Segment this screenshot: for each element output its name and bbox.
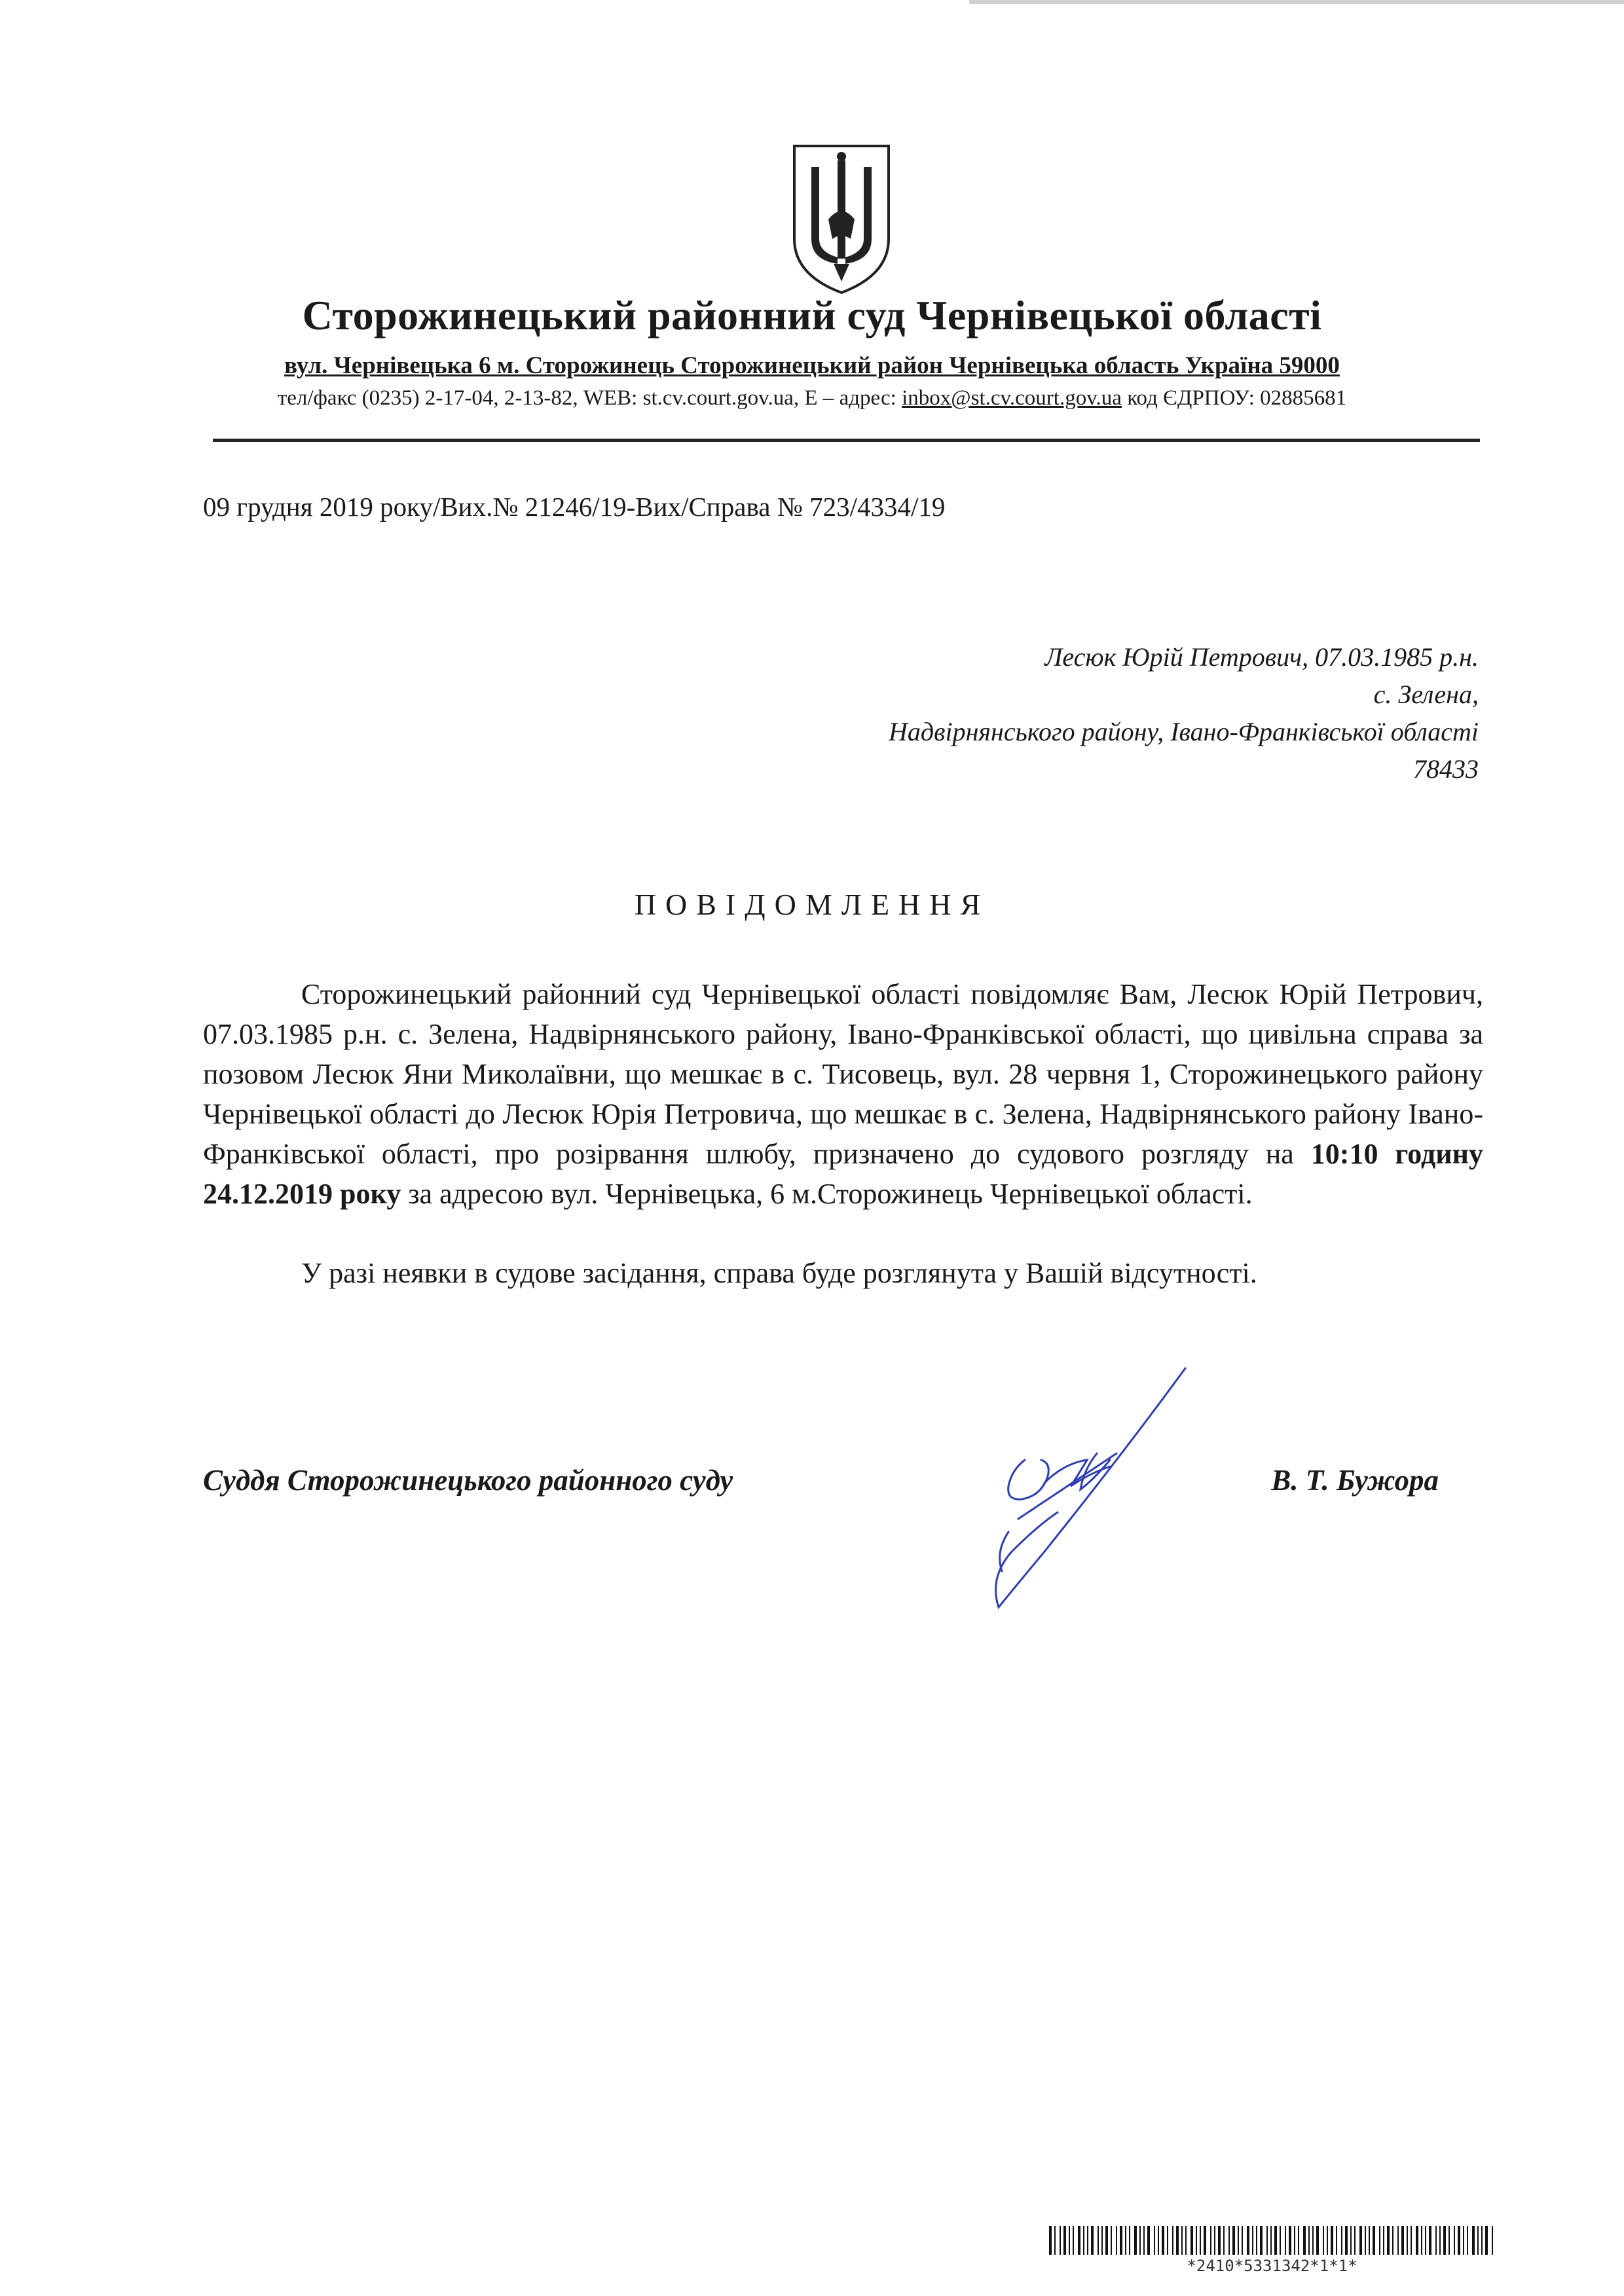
- court-address: вул. Чернівецька 6 м. Сторожинець Сторожинецький район Чернівецька область Україна 59000: [284, 352, 1340, 379]
- email-link[interactable]: inbox@st.cv.court.gov.ua: [902, 386, 1122, 410]
- recipient-region: Надвірнянського району, Івано-Франківської області: [888, 717, 1479, 746]
- document-heading: ПОВІДОМЛЕННЯ: [634, 888, 990, 921]
- scan-edge: [969, 0, 1624, 4]
- outgoing-reference: 09 грудня 2019 року/Вих.№ 21246/19-Вих/Справа № 723/4334/19: [203, 492, 946, 522]
- notice-text-1: Сторожинецький районний суд Чернівецької області повідомляє Вам, Лесюк Юрій Петрович, 07.03.1985 р.н. с. Зелена, Надвірнянського району, Івано-Франківської області, що цивільна справа за позовом Лесюк Яни Миколаївни, що мешкає в с. Тисовець, вул. 28 червня 1, Сторожинецького району Чернівецької області до Лесюк Юрія Петровича, що мешкає в с. Зелена, Надвірнянського району Івано-Франківської області, про розірвання шлюбу, призначено до судового розгляду на: [203, 978, 1483, 1170]
- coat-of-arms-icon: [789, 141, 894, 298]
- court-title: Сторожинецький районний суд Чернівецької області: [302, 292, 1322, 338]
- recipient-name: Лесюк Юрій Петрович, 07.03.1985 р.н.: [1044, 642, 1479, 672]
- contacts-suffix: код ЄДРПОУ: 02885681: [1121, 386, 1347, 410]
- notice-text-2: за адресою вул. Чернівецька, 6 м.Сторожинець Чернівецької області.: [401, 1178, 1253, 1210]
- notice-paragraph: [203, 974, 1483, 1214]
- hearing-datetime: 10:10 годину 24.12.2019 року: [203, 1138, 1483, 1210]
- absence-paragraph: У разі неявки в судове засідання, справа буде розглянута у Вашій відсутності.: [301, 1257, 1257, 1289]
- recipient-block: [889, 638, 1479, 788]
- court-contacts: [0, 386, 1624, 410]
- recipient-village: с. Зелена,: [1373, 680, 1479, 709]
- judge-title: Суддя Сторожинецького районного суду: [203, 1464, 733, 1497]
- judge-name: В. Т. Бужора: [1271, 1464, 1439, 1497]
- recipient-postcode: 78433: [1413, 754, 1479, 784]
- barcode: [1048, 2226, 1496, 2255]
- handwritten-signature: [959, 1355, 1208, 1617]
- contacts-prefix: тел/факс (0235) 2-17-04, 2-13-82, WEB: st.cv.court.gov.ua, E – адрес:: [277, 386, 902, 410]
- barcode-number: *2410*5331342*1*1*: [1187, 2257, 1357, 2275]
- header-divider: [213, 439, 1480, 442]
- notice-body: [203, 974, 1483, 1293]
